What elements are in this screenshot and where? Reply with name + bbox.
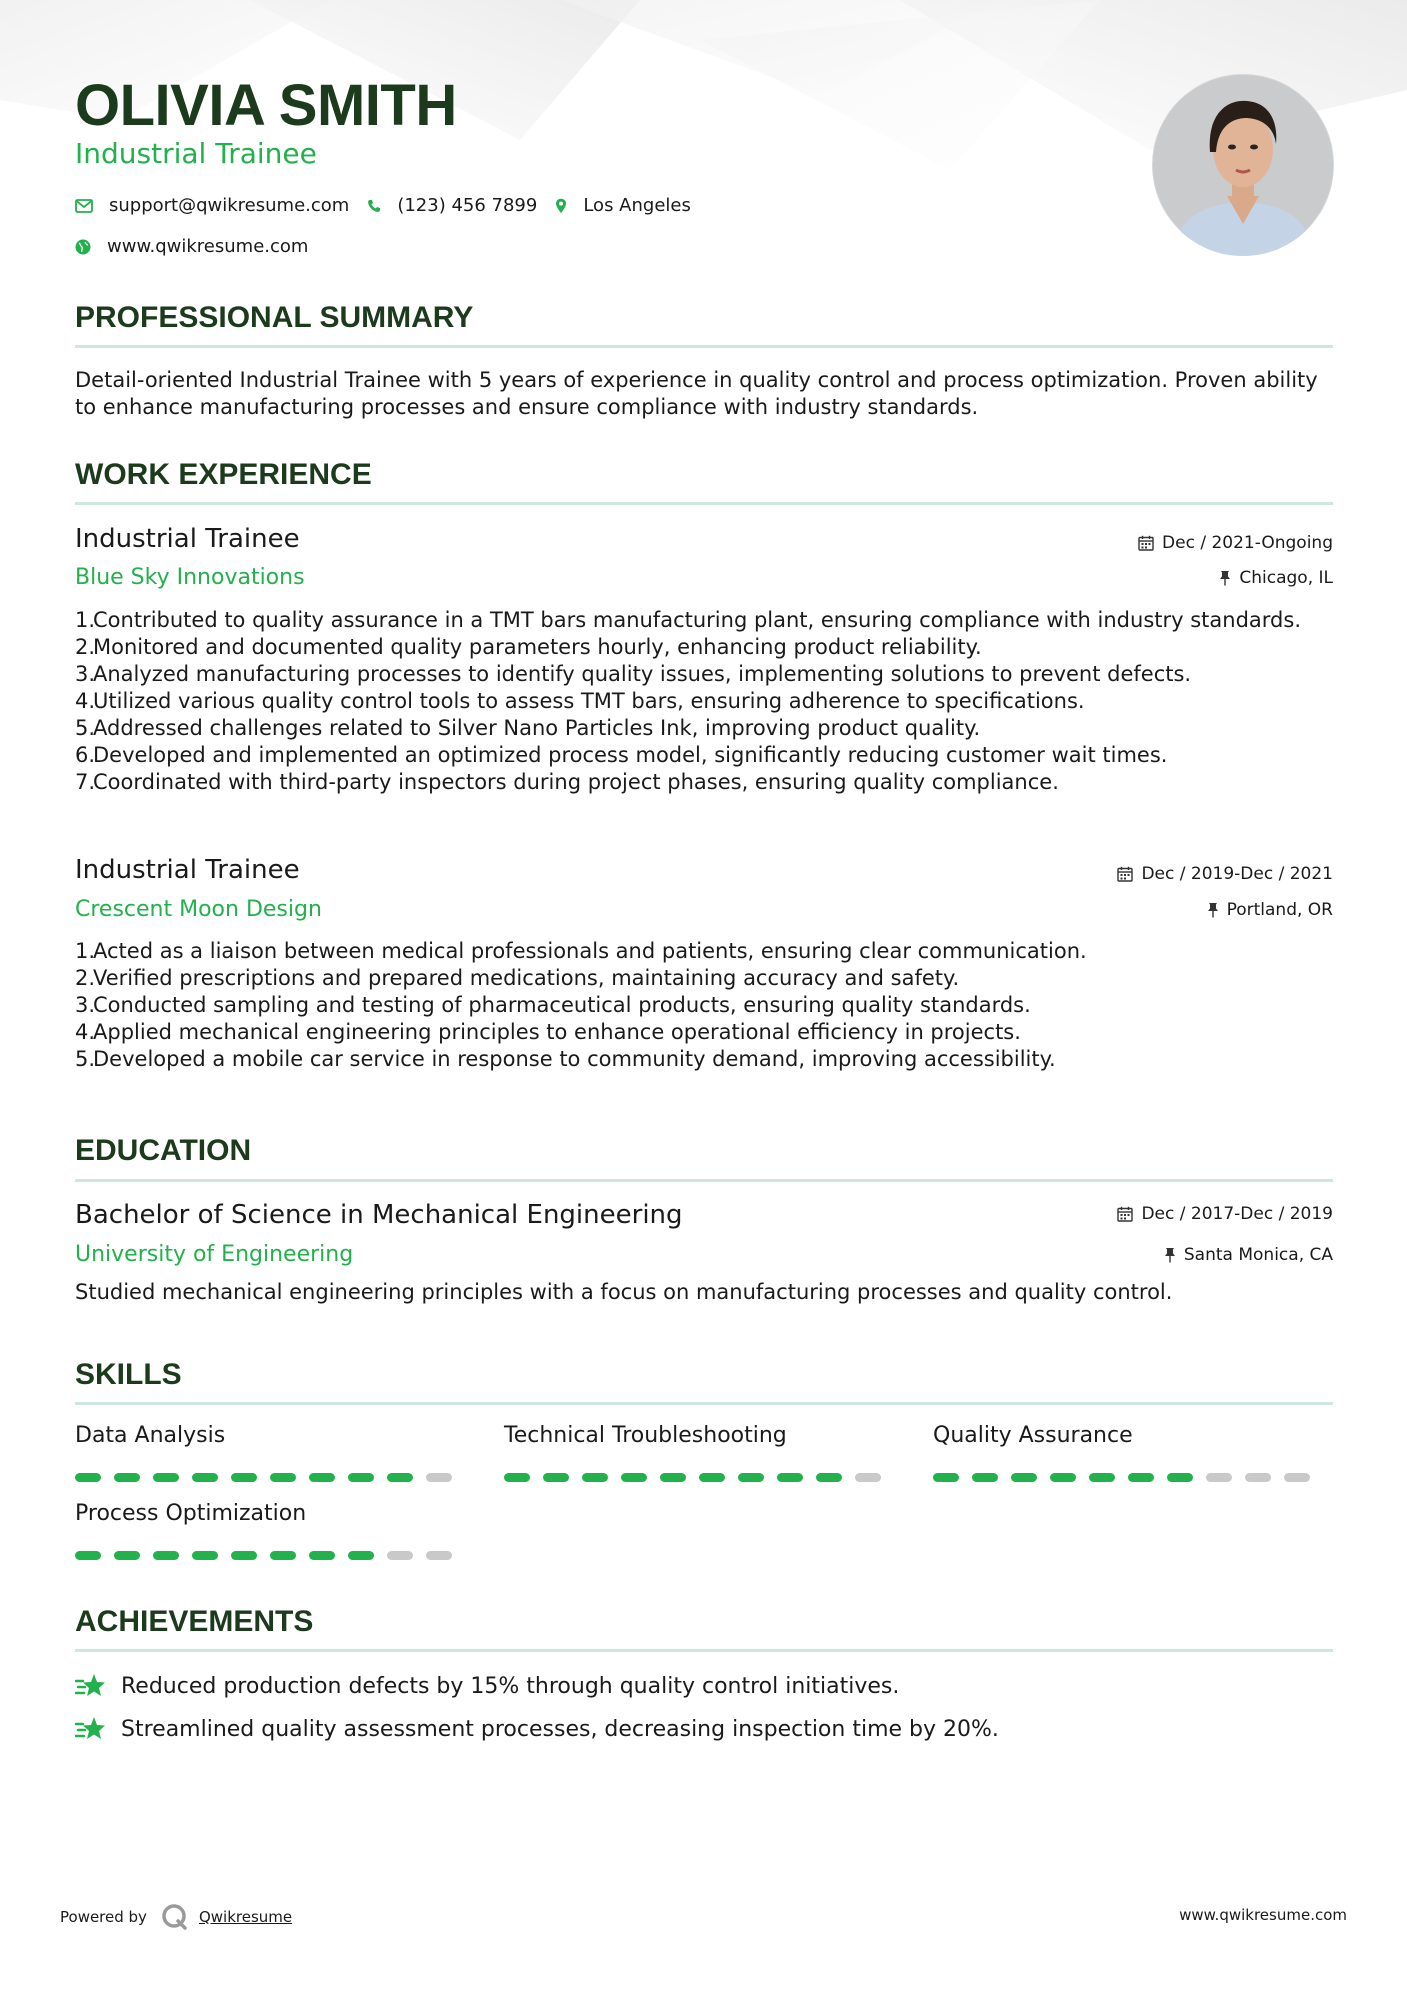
skill-level-segment [1206, 1473, 1232, 1482]
skill-level-segment [1050, 1473, 1076, 1482]
skill-level-segment [387, 1473, 413, 1482]
list-item: Contributed to quality assurance in a TMT bars manufacturing plant, ensuring compliance with industry standards. [93, 608, 1301, 632]
globe-icon [75, 239, 91, 255]
skill-level-segment [1167, 1473, 1193, 1482]
pushpin-icon [1207, 902, 1219, 918]
skill-level-bar [933, 1473, 1310, 1482]
job-title: Industrial Trainee [75, 855, 300, 885]
candidate-title: Industrial Trainee [75, 137, 317, 170]
experience-heading: WORK EXPERIENCE [75, 458, 372, 491]
achievements-heading: ACHIEVEMENTS [75, 1605, 314, 1638]
education-heading: EDUCATION [75, 1134, 252, 1167]
list-item: Addressed challenges related to Silver Nano Particles Ink, improving product quality. [93, 716, 981, 740]
skill-level-segment [309, 1551, 335, 1560]
skill-level-segment [621, 1473, 647, 1482]
skill-level-segment [348, 1473, 374, 1482]
skill-level-segment [192, 1473, 218, 1482]
calendar-icon [1117, 1206, 1133, 1222]
job-dates [1117, 864, 1333, 884]
job-dates-text: Dec / 2019-Dec / 2021 [1141, 864, 1333, 884]
school-name: University of Engineering [75, 1242, 354, 1267]
email-item[interactable] [75, 195, 349, 216]
skill-level-segment [1128, 1473, 1154, 1482]
skill-level-segment [153, 1473, 179, 1482]
summary-text: Detail-oriented Industrial Trainee with 5 years of experience in quality control and process optimization. Proven ability to enhance manufacturing processes and ensure compliance with industry standards. [75, 368, 1318, 419]
list-item: Verified prescriptions and prepared medications, maintaining accuracy and safety. [93, 966, 960, 990]
education-dates-text: Dec / 2017-Dec / 2019 [1141, 1204, 1333, 1224]
skill-level-segment [543, 1473, 569, 1482]
achievement-text: Streamlined quality assessment processes, decreasing inspection time by 20%. [121, 1716, 999, 1742]
list-item: Utilized various quality control tools to assess TMT bars, ensuring adherence to specifications. [93, 689, 1085, 713]
job-company: Blue Sky Innovations [75, 565, 305, 590]
skill-name: Quality Assurance [933, 1423, 1133, 1448]
summary-heading: PROFESSIONAL SUMMARY [75, 301, 474, 334]
skill-level-segment [114, 1551, 140, 1560]
envelope-icon [75, 199, 93, 213]
star-award-icon [75, 1715, 107, 1743]
contact-row-2 [75, 236, 326, 257]
skill-level-segment [75, 1473, 101, 1482]
skill-level-segment [933, 1473, 959, 1482]
list-item: Monitored and documented quality parameters hourly, enhancing product reliability. [93, 635, 982, 659]
map-pin-icon [555, 198, 567, 214]
skill-name: Technical Troubleshooting [504, 1423, 787, 1448]
calendar-icon [1138, 535, 1154, 551]
education-location [1164, 1245, 1333, 1265]
degree-title: Bachelor of Science in Mechanical Engineering [75, 1200, 683, 1230]
powered-by-label: Powered by [60, 1908, 147, 1926]
education-dates [1117, 1204, 1333, 1224]
list-item: Conducted sampling and testing of pharmaceutical products, ensuring quality standards. [93, 993, 1031, 1017]
summary-divider [75, 345, 1333, 348]
skill-level-segment [192, 1551, 218, 1560]
education-location-text: Santa Monica, CA [1183, 1245, 1333, 1265]
job-title: Industrial Trainee [75, 524, 300, 554]
calendar-icon [1117, 866, 1133, 882]
job-dates [1138, 533, 1333, 553]
skill-name: Data Analysis [75, 1423, 226, 1448]
skill-level-segment [582, 1473, 608, 1482]
skill-level-segment [1089, 1473, 1115, 1482]
skill-level-segment [231, 1473, 257, 1482]
job-location [1219, 568, 1333, 588]
experience-divider [75, 502, 1333, 505]
skill-level-segment [348, 1551, 374, 1560]
job-bullets [75, 938, 1333, 1073]
list-item: Developed a mobile car service in response to community demand, improving accessibility. [93, 1047, 1056, 1071]
skill-name: Process Optimization [75, 1501, 307, 1526]
education-description: Studied mechanical engineering principles with a focus on manufacturing processes and quality control. [75, 1280, 1173, 1304]
list-item: Applied mechanical engineering principles to enhance operational efficiency in projects. [93, 1020, 1021, 1044]
job-location [1207, 900, 1333, 920]
skill-level-segment [738, 1473, 764, 1482]
profile-photo [1152, 74, 1334, 256]
website-item[interactable] [75, 236, 308, 257]
skill-level-segment [153, 1551, 179, 1560]
candidate-name: OLIVIA SMITH [75, 73, 457, 138]
skill-level-segment [777, 1473, 803, 1482]
contact-row-1 [75, 195, 709, 216]
skill-level-segment [1245, 1473, 1271, 1482]
skill-level-segment [855, 1473, 881, 1482]
phone-text: (123) 456 7899 [397, 195, 538, 216]
skill-level-segment [660, 1473, 686, 1482]
job-bullets [75, 607, 1333, 796]
skill-level-segment [231, 1551, 257, 1560]
footer-website[interactable]: www.qwikresume.com [1179, 1906, 1347, 1924]
pushpin-icon [1164, 1247, 1176, 1263]
skill-level-segment [504, 1473, 530, 1482]
job-location-text: Portland, OR [1226, 900, 1333, 920]
list-item: Acted as a liaison between medical professionals and patients, ensuring clear communication. [93, 939, 1087, 963]
skill-level-bar [75, 1473, 452, 1482]
skills-heading: SKILLS [75, 1358, 182, 1391]
skill-level-segment [114, 1473, 140, 1482]
skill-level-segment [270, 1551, 296, 1560]
skill-level-segment [270, 1473, 296, 1482]
pushpin-icon [1219, 570, 1231, 586]
achievement-item [75, 1715, 999, 1743]
skill-level-segment [1011, 1473, 1037, 1482]
skill-level-segment [387, 1551, 413, 1560]
list-item: Developed and implemented an optimized process model, significantly reducing customer wait times. [93, 743, 1168, 767]
skill-level-segment [426, 1473, 452, 1482]
skill-level-segment [972, 1473, 998, 1482]
skill-level-segment [1284, 1473, 1310, 1482]
list-item: Analyzed manufacturing processes to identify quality issues, implementing solutions to prevent defects. [93, 662, 1192, 686]
skill-level-segment [75, 1551, 101, 1560]
location-text: Los Angeles [583, 195, 691, 216]
skill-level-segment [816, 1473, 842, 1482]
achievement-item [75, 1672, 899, 1700]
location-item [555, 195, 691, 216]
skill-level-segment [309, 1473, 335, 1482]
education-divider [75, 1179, 1333, 1182]
skills-divider [75, 1402, 1333, 1405]
website-text: www.qwikresume.com [107, 236, 309, 257]
skill-level-bar [504, 1473, 881, 1482]
phone-item[interactable] [367, 195, 537, 216]
skill-level-segment [699, 1473, 725, 1482]
qwikresume-logo-icon [161, 1903, 189, 1931]
brand-link[interactable]: Qwikresume [198, 1908, 293, 1926]
email-text: support@qwikresume.com [109, 195, 350, 216]
list-item: Coordinated with third-party inspectors during project phases, ensuring quality compliance. [93, 770, 1059, 794]
job-location-text: Chicago, IL [1239, 568, 1333, 588]
skill-level-segment [426, 1551, 452, 1560]
star-award-icon [75, 1672, 107, 1700]
phone-icon [367, 199, 381, 213]
job-company: Crescent Moon Design [75, 897, 322, 922]
achievement-text: Reduced production defects by 15% through quality control initiatives. [121, 1673, 900, 1699]
job-dates-text: Dec / 2021-Ongoing [1162, 533, 1333, 553]
achievements-divider [75, 1649, 1333, 1652]
skill-level-bar [75, 1551, 452, 1560]
footer-powered-by [60, 1903, 292, 1931]
